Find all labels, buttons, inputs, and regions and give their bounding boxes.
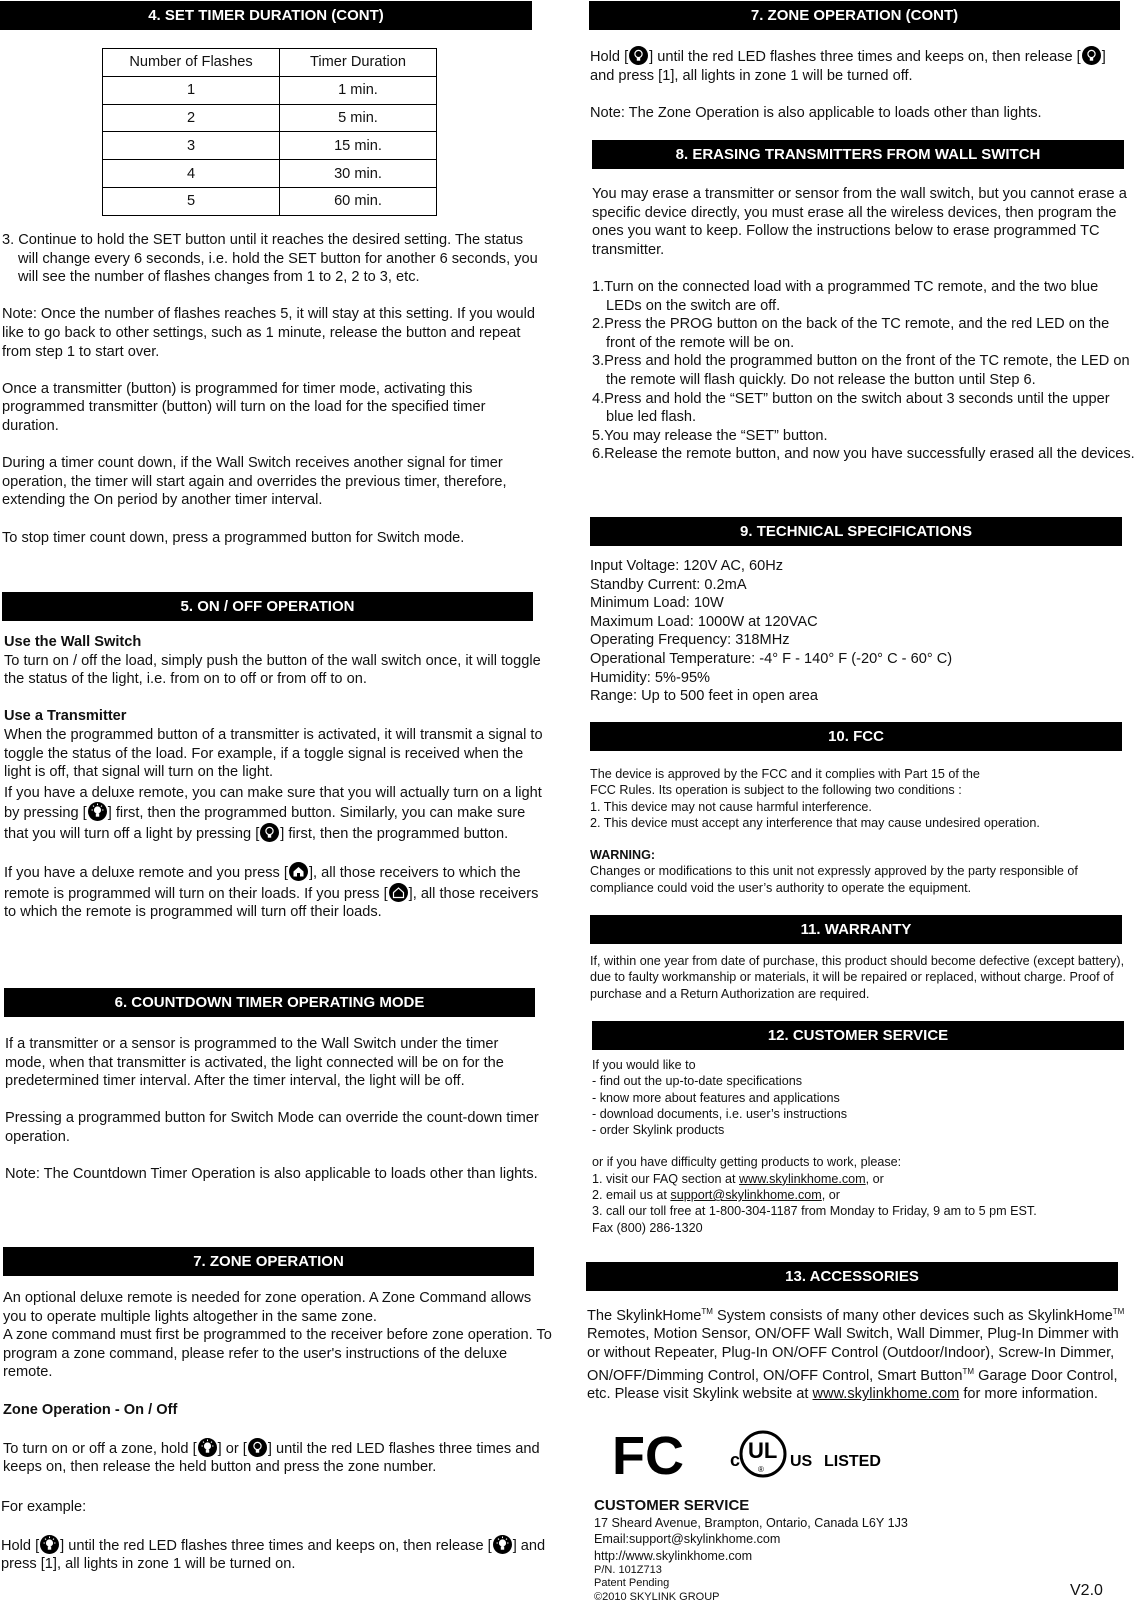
text: ], all those receivers to which the remote is programmed will turn on their loads. If you press [ <box>4 865 521 902</box>
paragraph: For example: <box>1 1498 87 1515</box>
paragraph: Pressing a programmed button for Switch Mode can override the count-down timer operation. <box>5 1110 539 1145</box>
text: System consists of many other devices such as SkylinkHome <box>712 1307 1113 1324</box>
all-on-icon <box>289 862 308 881</box>
paragraph: When the programmed button of a transmitter is activated, it will transmit a signal to toggle the status of the load. For example, if a toggle signal is received when the light is off, that signal will turn on the light. <box>4 726 543 781</box>
patent-status: Patent Pending <box>594 1577 670 1590</box>
section-6-body <box>5 1035 543 1184</box>
text: ] first, then the programmed button. <box>280 825 509 842</box>
subheading-zone-on-off: Zone Operation - On / Off <box>3 1401 178 1418</box>
section-11-header: 11. WARRANTY <box>590 915 1122 944</box>
section-5-header: 5. ON / OFF OPERATION <box>2 592 533 621</box>
table-cell: 2 <box>103 104 280 132</box>
spec-line: Humidity: 5%-95% <box>590 669 711 686</box>
certification-logos <box>612 1424 882 1484</box>
section-10-body <box>590 766 1135 896</box>
section-13-header: 13. ACCESSORIES <box>586 1262 1118 1291</box>
paragraph: or if you have difficulty getting products to work, please: <box>592 1155 902 1170</box>
text: Remotes, Motion Sensor, ON/OFF Wall Switch, Wall Dimmer, Plug-In Dimmer with or without Repeater, Plug-In ON/OFF Control (Outdoor/Indoor), Screw-In Dimmer, ON/OFF/Dimming Control, ON/OFF Control, Smart Button <box>587 1326 1119 1384</box>
text: Hold [ <box>1 1537 40 1554</box>
light-off-icon <box>1082 46 1101 65</box>
paragraph: You may erase a transmitter or sensor from the wall switch, but you cannot erase a specific device directly, you must erase all the wireless devices, then program the ones you want to keep. Follow the instructions below to erase programmed TC transmitter. <box>592 186 1127 258</box>
table-cell: 5 <box>103 187 280 215</box>
text: ] or [ <box>217 1440 247 1457</box>
section-12-body <box>592 1057 1135 1236</box>
trademark: TM <box>1112 1307 1125 1316</box>
paragraph: The device is approved by the FCC and it complies with Part 15 of the <box>590 767 980 781</box>
light-off-icon <box>629 46 648 65</box>
spec-line: Minimum Load: 10W <box>590 595 724 612</box>
svg-text:LISTED: LISTED <box>824 1453 881 1470</box>
light-off-icon <box>248 1438 267 1457</box>
table-cell: 60 min. <box>280 187 437 215</box>
text: ], all those receivers to which the remote is programmed will turn off their loads. <box>4 885 539 921</box>
text: ] until the red LED flashes three times and keeps on, then release [ <box>60 1537 492 1554</box>
text: ] until the red LED flashes three times and keeps on, then release [ <box>649 49 1081 65</box>
list-item: Fax (800) 286-1320 <box>592 1220 703 1235</box>
step-3: 3. Continue to hold the SET button until it reaches the desired setting. The status will change every 6 seconds, i.e. hold the SET button for another 6 seconds, you will see the number of flashes changes from 1 to 2, 2 to 3, etc. <box>2 232 538 286</box>
trademark: TM <box>962 1366 975 1376</box>
light-on-icon <box>88 802 107 821</box>
section-6-header: 6. COUNTDOWN TIMER OPERATING MODE <box>4 988 535 1017</box>
paragraph: If a transmitter or a sensor is programmed to the Wall Switch under the timer mode, when that transmitter is activated, the light connected will be on for the predetermined timer interval. After the timer interval, the light will be off. <box>5 1036 504 1090</box>
text: Hold [ <box>590 49 629 65</box>
list-item: 1. This device may not cause harmful interference. <box>590 799 872 814</box>
svg-text:FC: FC <box>612 1426 684 1484</box>
trademark: TM <box>701 1307 713 1316</box>
faq-link[interactable]: www.skylinkhome.com <box>739 1171 866 1186</box>
list-item: - download documents, i.e. user’s instructions <box>592 1106 848 1121</box>
paragraph <box>4 784 544 844</box>
list-item: 5.You may release the “SET” button. <box>592 427 828 444</box>
list-item <box>592 1187 1135 1203</box>
text: , or <box>821 1188 840 1203</box>
list-item: 2. This device must accept any interference that may cause undesired operation. <box>590 815 1040 830</box>
paragraph <box>1 1535 558 1574</box>
note: Note: Once the number of flashes reaches 5, it will stay at this setting. If you would like to go back to other settings, such as 1 minute, release the button and repeat from step 1 to start over. <box>2 306 535 360</box>
section-12-header: 12. CUSTOMER SERVICE <box>592 1021 1124 1050</box>
website-link[interactable]: www.skylinkhome.com <box>812 1386 960 1403</box>
list-item: 3.Press and hold the programmed button on the front of the TC remote, the LED on the remote will flash quickly. Do not release the button until Step 6. <box>592 353 1130 388</box>
svg-text:®: ® <box>758 1465 764 1474</box>
list-item: 1.Turn on the connected load with a programmed TC remote, and the two blue LEDs on the switch are off. <box>592 278 1099 314</box>
paragraph <box>590 46 1130 85</box>
contact-address: 17 Sheard Avenue, Brampton, Ontario, Canada L6Y 1J3 <box>594 1516 908 1530</box>
text: 2. email us at <box>592 1188 671 1203</box>
spec-line: Standby Current: 0.2mA <box>590 576 747 593</box>
section-7-cont-header: 7. ZONE OPERATION (CONT) <box>589 1 1120 30</box>
paragraph: To turn on / off the load, simply push the button of the wall switch once, it will toggle the status of the light, i.e. from on to off or from off to on. <box>4 652 541 688</box>
paragraph <box>4 862 544 922</box>
svg-text:US: US <box>790 1453 813 1470</box>
text: ] first, then the programmed button. Similarly, you can make sure that you will turn off a light by pressing [ <box>4 805 526 842</box>
section-9-header: 9. TECHNICAL SPECIFICATIONS <box>590 517 1122 546</box>
table-row <box>103 160 437 188</box>
paragraph: To stop timer count down, press a programmed button for Switch mode. <box>2 529 465 546</box>
paragraph: Once a transmitter (button) is programmed for timer mode, activating this programmed transmitter (button) will turn on the load for the specified timer duration. <box>2 380 486 434</box>
section-7-body <box>3 1289 558 1574</box>
table-cell: 3 <box>103 132 280 160</box>
list-item: - order Skylink products <box>592 1123 725 1138</box>
light-on-icon <box>40 1535 59 1554</box>
contact-web[interactable]: http://www.skylinkhome.com <box>594 1548 753 1563</box>
table-cell: 30 min. <box>280 160 437 188</box>
paragraph: If, within one year from date of purchase, this product should become defective (except battery), due to faulty workmanship or materials, it will be repaired or replaced, without charge. Proof of purchase and a Return Authorization are required. <box>590 954 1125 1001</box>
note: Note: The Countdown Timer Operation is also applicable to loads other than lights. <box>5 1166 538 1183</box>
text: , or <box>865 1171 884 1186</box>
table-header-cell: Number of Flashes <box>103 49 280 77</box>
paragraph: An optional deluxe remote is needed for zone operation. A Zone Command allows you to operate multiple lights altogether in the same zone. <box>3 1290 532 1325</box>
paragraph: FCC Rules. Its operation is subject to the following two conditions : <box>590 783 962 798</box>
light-on-icon <box>198 1438 217 1457</box>
list-item: 3. call our toll free at 1-800-304-1187 from Monday to Friday, 9 am to 5 pm EST. <box>592 1204 1037 1219</box>
svg-text:UL: UL <box>748 1438 778 1463</box>
section-4-header: 4. SET TIMER DURATION (CONT) <box>0 1 532 30</box>
text: for more information. <box>959 1386 1098 1403</box>
text: If you have a deluxe remote and you press [ <box>4 865 288 882</box>
text: ] until the red LED flashes three times and keeps on, then release the held button and press the zone number. <box>3 1440 540 1476</box>
spec-line: Range: Up to 500 feet in open area <box>590 688 818 705</box>
table-row <box>103 104 437 132</box>
spec-line: Operational Temperature: -4° F - 140° F (-20° C - 60° C) <box>590 650 953 667</box>
table-header-row <box>103 49 437 77</box>
list-item: If you would like to <box>592 1058 696 1072</box>
section-10-header: 10. FCC <box>590 722 1122 751</box>
paragraph: During a timer count down, if the Wall Switch receives another signal for timer operation, the timer will start again and overrides the previous timer, therefore, extending the On period by another timer interval. <box>2 455 507 509</box>
part-number: P/N. 101Z713 <box>594 1563 662 1576</box>
contact-block <box>594 1497 994 1601</box>
table-row <box>103 187 437 215</box>
all-off-icon <box>389 883 408 902</box>
contact-email[interactable]: Email:support@skylinkhome.com <box>594 1532 781 1547</box>
section-13-body <box>587 1303 1127 1404</box>
table-cell: 1 <box>103 76 280 104</box>
paragraph <box>587 1303 1127 1404</box>
light-on-icon <box>493 1535 512 1554</box>
svg-text:c: c <box>730 1450 741 1470</box>
spec-line: Input Voltage: 120V AC, 60Hz <box>590 558 784 574</box>
list-item <box>592 1171 1135 1187</box>
table-cell: 4 <box>103 160 280 188</box>
timer-duration-table <box>102 48 437 216</box>
section-8-header: 8. ERASING TRANSMITTERS FROM WALL SWITCH <box>592 140 1124 169</box>
light-off-icon <box>260 823 279 842</box>
list-item: 6.Release the remote button, and now you have successfully erased all the devices. <box>592 446 1135 463</box>
section-9-body <box>590 557 1130 706</box>
list-item: - know more about features and applications <box>592 1090 840 1105</box>
list-item: - find out the up-to-date specifications <box>592 1074 803 1089</box>
section-4-body <box>2 231 538 547</box>
copyright: ©2010 SKYLINK GROUP <box>594 1590 720 1601</box>
warning-heading: WARNING: <box>590 848 656 863</box>
paragraph <box>3 1438 558 1477</box>
contact-title: CUSTOMER SERVICE <box>594 1497 750 1514</box>
text: To turn on or off a zone, hold [ <box>3 1440 197 1457</box>
table-cell: 1 min. <box>280 76 437 104</box>
text: Garage Door Control, etc. Please visit Skylink website at <box>587 1367 1118 1403</box>
list-item: 4.Press and hold the “SET” button on the switch about 3 seconds until the upper blue led flash. <box>592 390 1110 426</box>
section-5-body <box>4 633 544 922</box>
fcc-logo <box>612 1426 684 1484</box>
table-row <box>103 76 437 104</box>
paragraph: Changes or modifications to this unit not expressly approved by the party responsible of compliance could void the user’s authority to operate the equipment. <box>590 864 1078 895</box>
table-row <box>103 132 437 160</box>
section-7-header: 7. ZONE OPERATION <box>3 1247 534 1276</box>
paragraph: A zone command must first be programmed to the receiver before zone operation. To program a zone command, please refer to the user's instructions of the deluxe remote. <box>3 1327 552 1381</box>
ul-listed-logo <box>730 1432 881 1476</box>
section-7-cont-body <box>590 46 1130 122</box>
table-cell: 15 min. <box>280 132 437 160</box>
table-header-cell: Timer Duration <box>280 49 437 77</box>
note: Note: The Zone Operation is also applicable to loads other than lights. <box>590 104 1042 121</box>
spec-line: Operating Frequency: 318MHz <box>590 632 790 649</box>
text: 1. visit our FAQ section at <box>592 1171 739 1186</box>
table-cell: 5 min. <box>280 104 437 132</box>
spec-line: Maximum Load: 1000W at 120VAC <box>590 613 818 630</box>
version-label: V2.0 <box>1070 1582 1103 1599</box>
section-8-body <box>592 185 1135 464</box>
text: The SkylinkHome <box>587 1307 702 1324</box>
text: ] and press [1], all lights in zone 1 will be turned off. <box>590 49 1106 84</box>
subheading-transmitter: Use a Transmitter <box>4 708 127 725</box>
section-11-body <box>590 953 1135 1002</box>
list-item: 2.Press the PROG button on the back of the TC remote, and the red LED on the front of the remote will be on. <box>592 316 1110 351</box>
subheading-wall-switch: Use the Wall Switch <box>4 634 142 650</box>
text: ] and press [1], all lights in zone 1 will be turned on. <box>1 1537 546 1573</box>
text: If you have a deluxe remote, you can make sure that you will actually turn on a light by pressing [ <box>4 784 542 822</box>
support-email-link[interactable]: support@skylinkhome.com <box>670 1188 822 1203</box>
